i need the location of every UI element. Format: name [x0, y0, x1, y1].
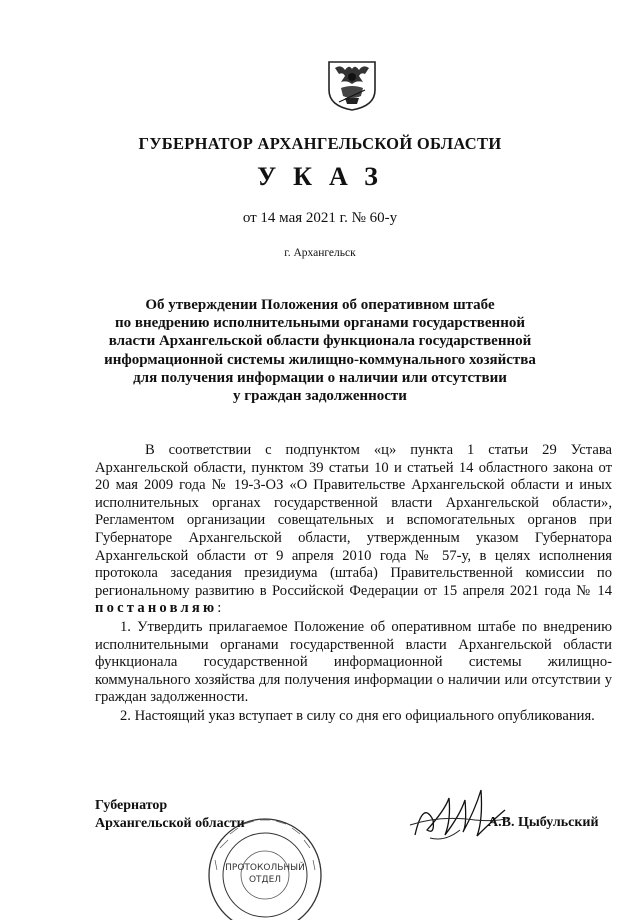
- preamble-text: В соответствии с подпунктом «ц» пункта 1 статьи 29 Устава Архангельской области, пунктом 39 статьи 10 и статьей 14 областного закона от 20 мая 2009 года № 19-3-ОЗ «О Правительстве Архангельской области и иных исполнительных органах государственной власти Архангельской области», Регламентом организации совещательных и вспомогательных органов при Губернаторе Архангельской области, утвержденным указом Губернатора Архангельской области от 9 апреля 2010 года № 57-у, в целях исполнения протокола заседания президиума (штаба) Правительственной комиссии по региональному развитию в Российской Федерации от 15 апреля 2021 года № 14: [95, 442, 612, 599]
- title-line: у граждан задолженности: [233, 388, 407, 405]
- signer-name: А.В. Цыбульский: [488, 815, 599, 830]
- document-city: г. Архангельск: [284, 247, 356, 259]
- document-date-number: от 14 мая 2021 г. № 60-у: [242, 210, 398, 226]
- title-line: по внедрению исполнительными органами государственной: [115, 315, 525, 332]
- title-line: для получения информации о наличии или отсутствии: [133, 369, 507, 386]
- signer-title: [95, 797, 245, 833]
- preamble-paragraph: [95, 442, 612, 618]
- decree-colon: :: [217, 600, 222, 617]
- stamp-text-line: ОТДЕЛ: [248, 875, 282, 885]
- issuing-authority: ГУБЕРНАТОР АРХАНГЕЛЬСКОЙ ОБЛАСТИ: [138, 134, 502, 153]
- document-title: [0, 296, 640, 405]
- stamp-text-line: ПРОТОКОЛЬНЫЙ: [225, 863, 305, 873]
- title-line: власти Архангельской области функционала государственной: [108, 333, 532, 350]
- decree-item-2: 2. Настоящий указ вступает в силу со дня его официального опубликования.: [120, 708, 595, 724]
- coat-of-arms-icon: [327, 60, 377, 112]
- signer-role-line: Губернатор: [95, 798, 168, 813]
- decree-word: постановляю: [95, 600, 218, 617]
- document-type: УКАЗ: [257, 162, 395, 191]
- title-line: Об утверждении Положения об оперативном штабе: [145, 297, 495, 313]
- decree-item-1: 1. Утвердить прилагаемое Положение об оперативном штабе по внедрению исполнительными органами государственной власти Архангельской области функционала государственной информационной системы жилищно-коммунального хозяйства для получения информации о наличии или отсутствии у граждан задолженности.: [95, 619, 612, 706]
- signer-role-line: Архангельской области: [95, 816, 245, 831]
- title-line: информационной системы жилищно-коммунального хозяйства: [104, 351, 536, 368]
